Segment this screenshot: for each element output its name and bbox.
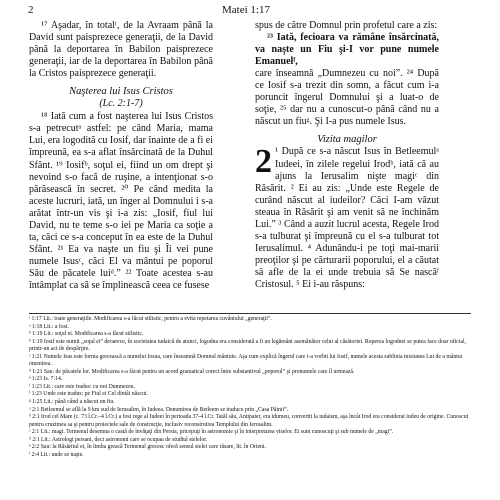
footnote: ᵗ 1:17 Lit.: toate generaţiile. Modificarea s-a făcut stilistic, pentru a evita repetarea cuvântului „generaţii”. [29,316,272,322]
footnote: ᵇ 2:1 Irod cel Mare (c. 73 î.Cr.–4 î.Cr.) a fost rege al Iudeei în perioada 37-4 î.Cr. Tatăl său, Antipater, era idumeu, convertit la iudaism, aşa încât Irod era considerat iudeu de origine. Cunoscut pentru cruzimea sa şi pentru proiectele sale de construcţie, inclusiv reconstruirea Templului din Ierusalim. [29,414,469,428]
page-number: 2 [28,4,34,16]
section-heading: Naşterea lui Isus Cristos [69,86,173,98]
footnote: ᵈ 1:21 Sau: de păcatele lor. Modificarea s-a făcut pentru un acord gramatical corect între substantivul „poporul” şi pronumele care îl urmează. [29,368,355,375]
chapter-paragraph [255,143,439,291]
footnotes [29,316,471,459]
footnote: ᶜ 2:1 Lit.: magi. Termenul desemna o castă de învăţaţi din Persia, pricepuţi în astronomie şi în interpretarea viselor. Ei sunt cunoscuţi şi sub numele de „magi”. [29,429,394,436]
verse-paragraph: ¹⁸ Iată cum a fost naşterea lui Isus Cristos s-a petrecutᵃ astfel: pe când Maria, mama Lui, era logodită cu Iosif, dar înainte de a fi ei împreună, ea s-a aflat însărcinată de la Duhul Sfânt. ¹⁹ Iosifᵇ, soţul ei, fiind un om drept şi nevoind s-o facă de ruşine, a intenţionat s-o părăsească în secret. ²⁰ Pe când medita la aceste lucruri, iată, un înger al Domnului i s-a arătat într-un vis şi i-a zis: „Iosif, fiul lui David, nu te teme s-o iei pe Maria ca soţie a ta, căci ce s-a conceput în ea este de la Duhul Sfânt. ²¹ Ea va naşte un fiu şi Îi vei pune numele Isusᶜ, căci El va mântui pe poporul Său de păcatele luiᵈ.” ²² Toate acestea s-au întâmplat ca să se împlinească ceea ce fusese [29,111,213,291]
verse-continuation: spus de către Domnul prin profetul care a zis: [255,20,438,31]
chapter-text: ¹ După ce s-a născut Isus în Betleemulᵃ Iudeei, în zilele regelui Irodᵇ, iată că au ajuns la Ierusalim nişte magiᶜ din Răsărit. ² Ei au zis: „Unde este Regele de curând născut al iudeilor? Căci I-am văzut steaua în Răsărit şi am venit să ne închinăm Lui.” ³ Când a auzit lucrul acesta, Regele Irod s-a tulburat şi împreună cu el s-a tulburat tot Ierusalimul. ⁴ Adunându-i pe toţi mai-marii preoţilor şi pe cărturarii poporului, el a căutat să afle de la ei unde trebuia să Se nascăᶠ Cristosul. ⁵ Ei i-au răspuns: [255,146,439,290]
running-header-reference: Matei 1:17 [222,4,270,16]
left-column [29,20,213,292]
footnote: ᵍ 1:25 Lit.: până când a născut un fiu. [29,399,115,406]
verse-paragraph: ¹⁷ Aşadar, în totalᵗ, de la Avraam până la David sunt paisprezece generaţii, de la David până la deportarea în Babilon paisprezece generaţii, iar de la deportarea în Babilon până la Cristos paisprezece generaţii. [29,20,213,80]
right-column [255,20,439,291]
section-cross-reference: (Lc. 2:1-7) [99,98,143,110]
footnote: ᶠ 2:4 Lit.: unde se naşte. [29,451,84,458]
section-heading: Vizita magilor [317,134,377,146]
footnote: ᶠ 1:23 Unde este tradus: pe Fiul ei Cel dintâi născut. [29,391,148,398]
verse-paragraph: care înseamnă „Dumnezeu cu noi”. ²⁴ După ce Iosif s-a trezit din somn, a făcut cum i-a poruncit îngerul Domnului şi a luat-o de soţie, ²⁵ dar nu a cunoscut-o până când nu a născut un fiuᵍ. Şi I-a pus numele Isus. [255,68,439,128]
prophecy-quote: ²³ Iată, fecioara va rămâne însărcinată, va naşte un Fiu şi-I vor pune numele Emanuelᶠ, [255,32,439,68]
footnote: ᵉ 2:2 Sau: la Răsăritul ei, în limba greacă Termenul grecesc oferă sensul stelei care răsare, lit. în Orient. [29,444,266,451]
footnote: ᵈ 2:1 Lit.: Astrologi persani, deci astronomi care se ocupau de studiul stelelor. [29,436,208,443]
footnote: ᵇ 1:19 Lit.: soţul ei. Modificarea s-a făcut stilistic. [29,331,144,338]
footnote: ᵇ 1:19 Iosif este numit „soţul ei” deoarece, în societatea iudaică de atunci, logodna era considerată a fi un legământ asemănător celui al căsătoriei. Ruperea logodnei se putea face doar oficial, printr-un act de despărţire. [29,338,466,353]
footnote: ᵉ 1:23 Is. 7:14. [29,376,63,383]
footnote: ᵃ 1:18 Lit.: a fost. [29,323,69,330]
footnote: ᶜ 1:21 Numele Isus este forma grecească a numelui Iosua, care înseamnă Domnul mântuie. Aşa cum explică îngerul care i-a vorbit lui Iosif, numele acesta sublinia misiunea Lui de a mântui omenirea. [29,353,463,368]
footnote-divider [29,313,471,314]
footnote: ᵃ 2:1 Betleemul se află la 9 km sud de Ierusalim, în Iudeea. Denumirea de Betleem se traduce prin „Casa Pâinii”. [29,406,289,413]
footnote: ᶠ 1:23 Lit.: care este tradus: cu noi Dumnezeu. [29,383,135,390]
chapter-number-dropcap: 2 [255,143,272,181]
